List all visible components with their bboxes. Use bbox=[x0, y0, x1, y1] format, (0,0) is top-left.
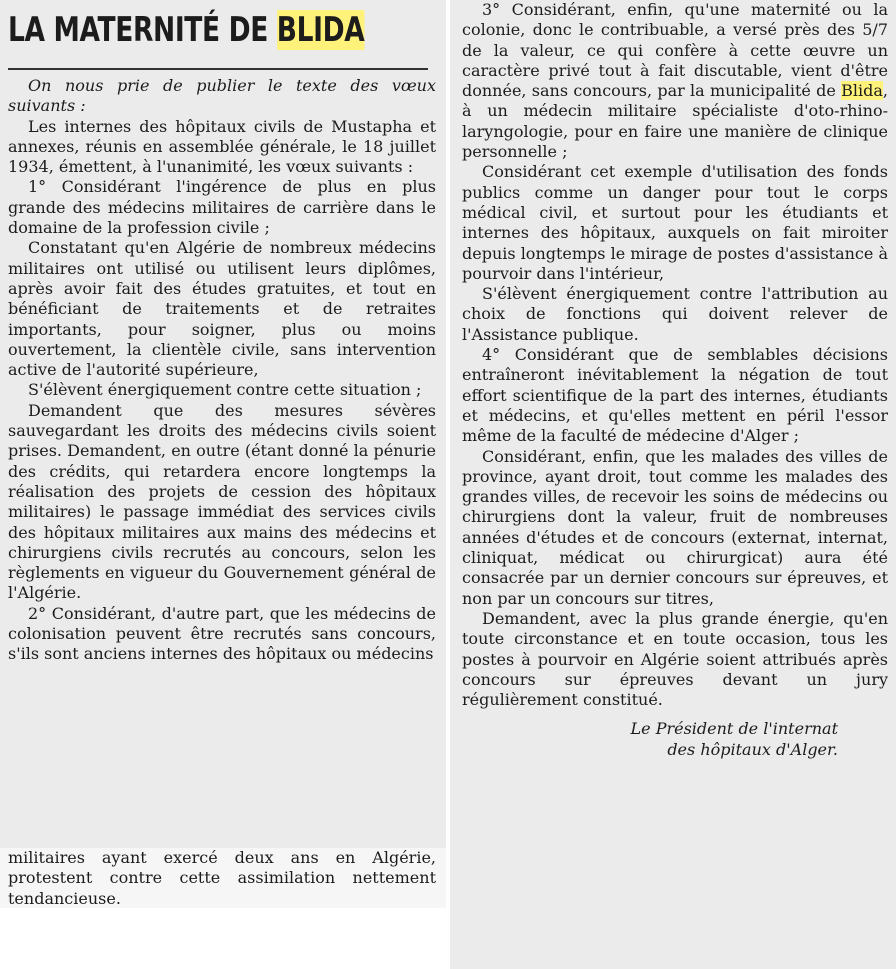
signature-line-1: Le Président de l'internat bbox=[630, 719, 838, 739]
paragraph-s-elevent-attribution: S'élèvent énergiquement contre l'attribution au choix de fonctions qui doivent relever de l'Assistance publique. bbox=[462, 284, 888, 344]
paragraph-s-elevent: S'élèvent énergiquement contre cette situation ; bbox=[28, 380, 422, 400]
headline-highlight: BLIDA bbox=[276, 10, 365, 50]
point-3-text: 3° Considérant, enfin, qu'une maternité ou la colonie, donc le contribuable, a versé près des 5/7 de la valeur, ce qui confère à cette œuvre un caractère privé tout à fait discutable, vient d'être donnée, sans concours, par la municipalité de bbox=[462, 0, 888, 101]
paragraph-demandent: Demandent que des mesures sévères sauvegardant les droits des médecins civils soient prises. Demandent, en outre (étant donné la pénurie des crédits, qui retardera encore longtemps la réalisation des projets de cession des hôpitaux militaires) le passage immédiat des services civils des hôpitaux militaires aux mains des médecins et chirurgiens civils recrutés au concours, selon les règlements en vigueur du Gouvernement général de l'Algérie. bbox=[8, 400, 436, 603]
headline-text: LA MATERNITÉ DE bbox=[8, 10, 277, 50]
paragraph-point-1: 1° Considérant l'ingérence de plus en plus grande des médecins militaires de carrière dans le domaine de la profession civile ; bbox=[8, 177, 436, 238]
paragraph-point-4: 4° Considérant que de semblables décisions entraîneront inévitablement la négation de tout effort scientifique de la part des internes, étudiants et médecins, et qu'elles mettent en péril l'essor même de la faculté de médecine d'Alger ; bbox=[462, 345, 888, 446]
paragraph-point-2-continued: militaires ayant exercé deux ans en Algérie, protestent contre cette assimilation nettement tendancieuse. bbox=[8, 848, 436, 908]
signature-line-2: des hôpitaux d'Alger. bbox=[667, 740, 838, 760]
headline-rule bbox=[8, 68, 428, 70]
article-left-column-tail bbox=[0, 848, 446, 908]
paragraph-constatant: Constatant qu'en Algérie de nombreux médecins militaires ont utilisé ou utilisent leurs diplômes, après avoir fait des études gratuites, et tout en bénéficiant de traitements et de retraites importants, pour soigner, plus ou moins ouvertement, la clientèle civile, sans intervention active de l'autorité supérieure, bbox=[8, 238, 436, 380]
article-headline bbox=[8, 6, 365, 54]
intro-paragraph: On nous prie de publier le texte des vœux suivants : bbox=[8, 76, 436, 116]
paragraph-demandent-final: Demandent, avec la plus grande énergie, qu'en toute circonstance et en toute occasion, tous les postes à pourvoir en Algérie soient attribués après concours sur épreuves devant un jury régulièrement constitué. bbox=[462, 608, 888, 710]
paragraph-point-2: 2° Considérant, d'autre part, que les médecins de colonisation peuvent être recrutés sans concours, s'ils sont anciens internes des hôpitaux ou médecins bbox=[8, 603, 436, 664]
signature-block bbox=[462, 718, 888, 760]
article-right-column bbox=[450, 0, 896, 969]
paragraph-point-3 bbox=[462, 0, 888, 162]
point-3-highlight: Blida bbox=[841, 81, 883, 101]
paragraph-considerant-malades: Considérant, enfin, que les malades des villes de province, ayant droit, tout comme les malades des grandes villes, de recevoir les soins de médecins ou chirurgiens dont la valeur, fruit de nombreuses années d'études et de concours (externat, internat, cliniquat, médicat ou chirurgicat) aura été consacrée par un dernier concours sur épreuves, et non par un concours sur titres, bbox=[462, 446, 888, 608]
paragraph-considerant-fonds: Considérant cet exemple d'utilisation des fonds publics comme un danger pour tout le corps médical civil, et surtout pour les étudiants et internes des hôpitaux, auxquels on fait miroiter depuis longtemps le mirage de postes d'assistance à pourvoir dans l'intérieur, bbox=[462, 162, 888, 283]
point-3-text-end: , à un médecin militaire spécialiste d'oto-rhino-laryngologie, pour en faire une manière de clinique personnelle ; bbox=[462, 81, 888, 162]
article-left-column bbox=[0, 0, 446, 848]
paragraph-preamble: Les internes des hôpitaux civils de Mustapha et annexes, réunis en assemblée générale, le 18 juillet 1934, émettent, à l'unanimité, les vœux suivants : bbox=[8, 116, 436, 177]
